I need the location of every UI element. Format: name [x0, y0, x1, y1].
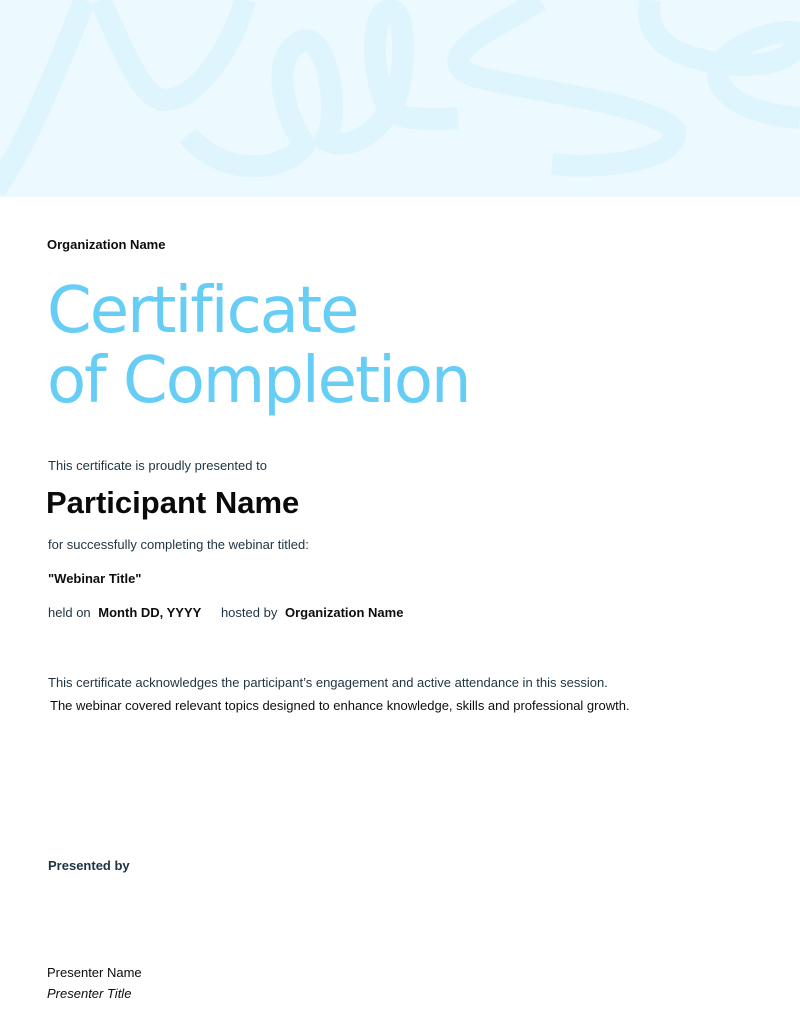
hosted-by-label: hosted by	[220, 605, 278, 620]
presenter-name: Presenter Name	[47, 965, 142, 980]
acknowledgement-line-1: This certificate acknowledges the participant’s engagement and active attendance in this session.	[48, 675, 608, 690]
host-organization: Organization Name	[284, 605, 404, 620]
completing-text: for successfully completing the webinar titled:	[48, 537, 309, 552]
header-banner	[0, 0, 800, 197]
presented-by-label: Presented by	[48, 858, 130, 873]
presenter-title: Presenter Title	[47, 986, 132, 1001]
webinar-title: "Webinar Title"	[48, 571, 142, 586]
acknowledgement-line-2: The webinar covered relevant topics designed to enhance knowledge, skills and professional growth.	[50, 698, 630, 713]
event-details-row	[48, 605, 403, 620]
held-on-label: held on	[48, 605, 91, 620]
title-line-2: of Completion	[47, 344, 470, 418]
presented-to-text: This certificate is proudly presented to	[48, 458, 267, 473]
certificate-title	[47, 276, 470, 416]
organization-name: Organization Name	[47, 237, 166, 252]
participant-name: Participant Name	[46, 485, 300, 520]
title-line-1: Certificate	[47, 274, 358, 348]
event-date: Month DD, YYYY	[98, 605, 202, 620]
decorative-squiggle-icon	[0, 0, 800, 197]
